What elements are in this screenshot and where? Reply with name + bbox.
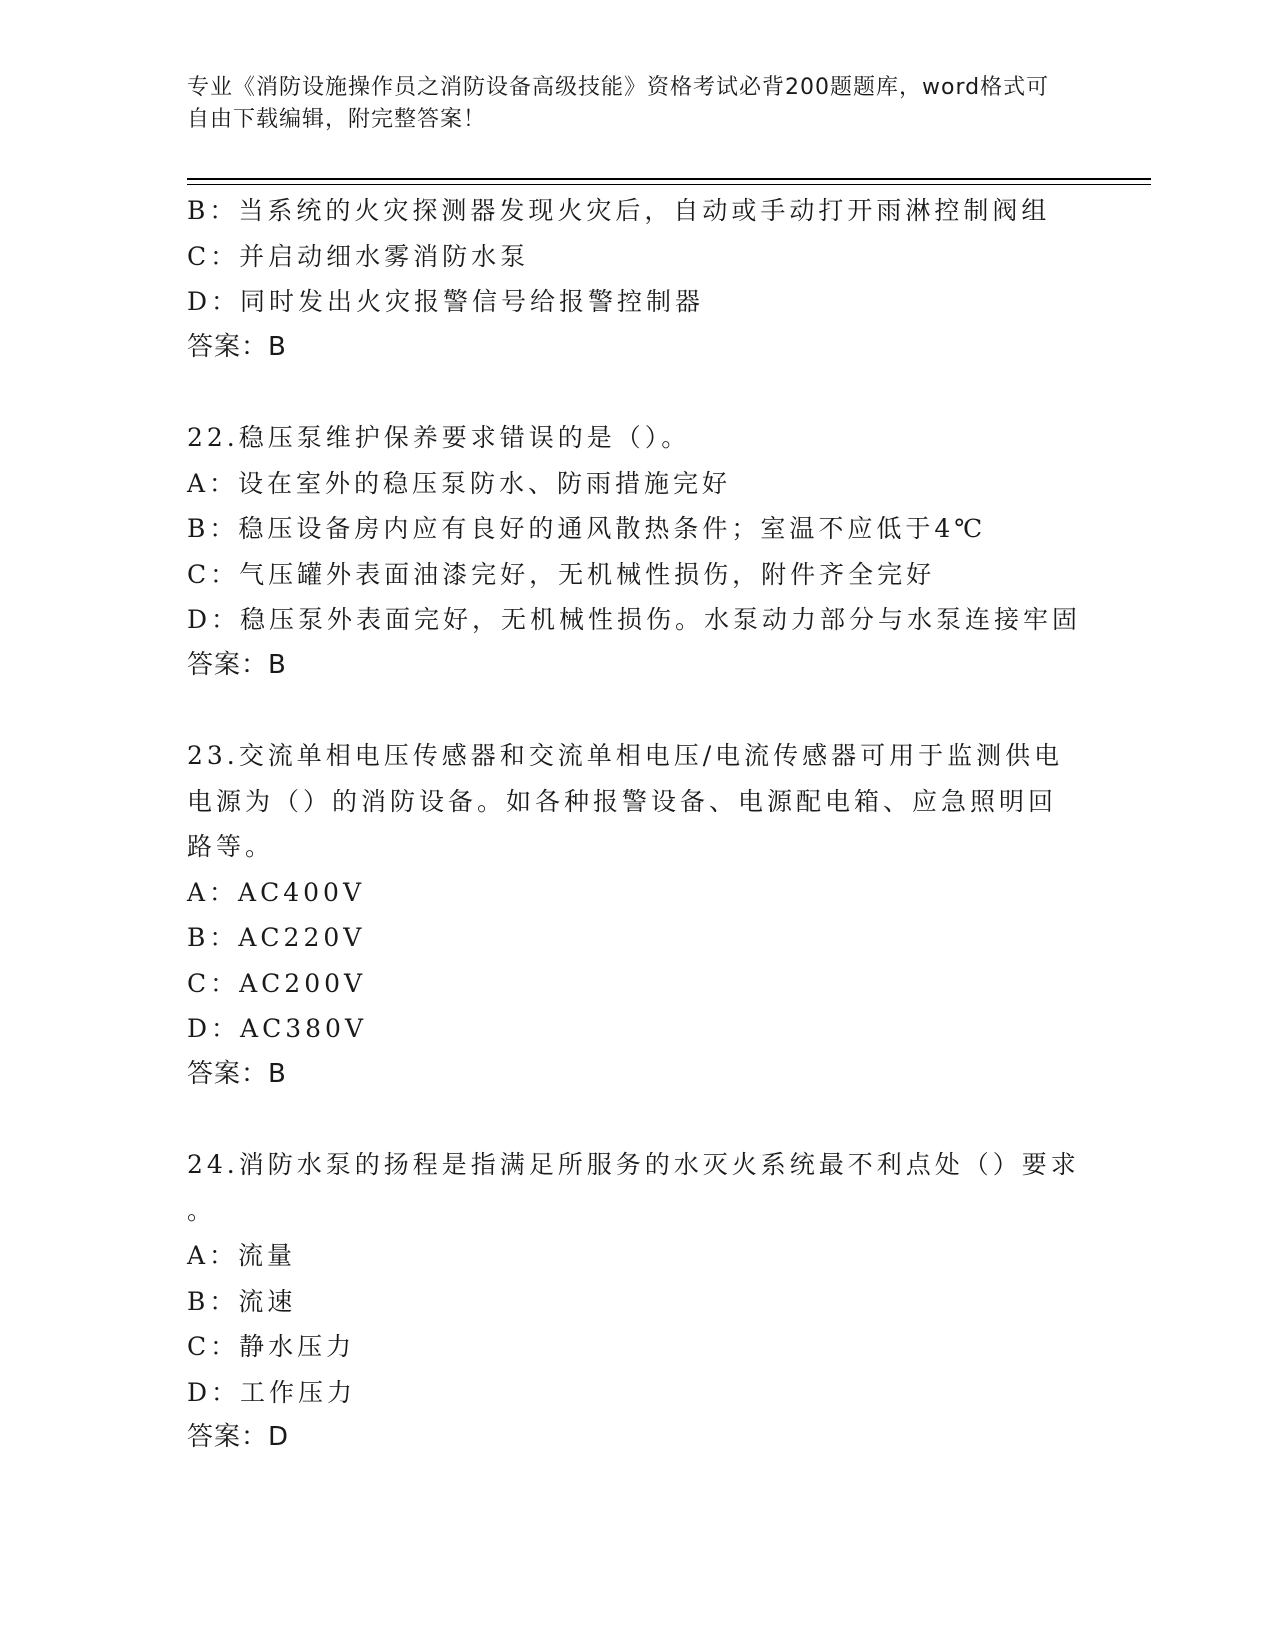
header-divider-thick [187, 178, 1151, 180]
question-stem-line-3: 路等。 [187, 832, 275, 861]
question-stem-line-2: 。 [187, 1195, 217, 1225]
option-b: B：当系统的火灾探测器发现火灾后，自动或手动打开雨淋控制阀组 [187, 196, 1051, 225]
question-21-continuation [187, 188, 1087, 370]
answer: 答案：B [187, 649, 287, 680]
answer: 答案：B [187, 331, 287, 362]
page-content [187, 188, 1087, 1461]
option-a: A：AC400V [187, 877, 366, 907]
question-stem-line-1: 24.消防水泵的扬程是指满足所服务的水灭火系统最不利点处（）要求 [187, 1150, 1080, 1179]
option-d: D：同时发出火灾报警信号给报警控制器 [187, 287, 705, 316]
option-a: A：设在室外的稳压泵防水、防雨措施完好 [187, 468, 732, 498]
header-divider-thin [187, 184, 1151, 185]
answer: 答案：D [187, 1422, 290, 1452]
question-24 [187, 1142, 1087, 1461]
question-stem-line-1: 23.交流单相电压传感器和交流单相电压/电流传感器可用于监测供电 [187, 741, 1064, 770]
question-22 [187, 415, 1087, 688]
document-header [187, 72, 1067, 136]
header-text: 专业《消防设施操作员之消防设备高级技能》资格考试必背200题题库，word格式可自由下载编辑，附完整答案！ [187, 75, 1050, 132]
option-b: B：流速 [187, 1286, 297, 1316]
option-c: C：静水压力 [187, 1332, 356, 1361]
option-b: B：稳压设备房内应有良好的通风散热条件；室温不应低于4℃ [187, 514, 987, 543]
question-23 [187, 733, 1087, 1097]
option-c: C：气压罐外表面油漆完好，无机械性损伤，附件齐全完好 [187, 559, 936, 589]
option-c: C：AC200V [187, 968, 367, 998]
option-b: B：AC220V [187, 923, 366, 952]
answer: 答案：B [187, 1058, 287, 1089]
question-stem-line-2: 电源为（）的消防设备。如各种报警设备、电源配电箱、应急照明回 [187, 786, 1058, 816]
option-a: A：流量 [187, 1241, 297, 1270]
option-d: D：稳压泵外表面完好，无机械性损伤。水泵动力部分与水泵连接牢固 [187, 605, 1082, 634]
option-d: D：AC380V [187, 1014, 367, 1043]
option-c: C：并启动细水雾消防水泵 [187, 241, 530, 271]
question-stem: 22.稳压泵维护保养要求错误的是（）。 [187, 423, 691, 452]
option-d: D：工作压力 [187, 1377, 357, 1407]
